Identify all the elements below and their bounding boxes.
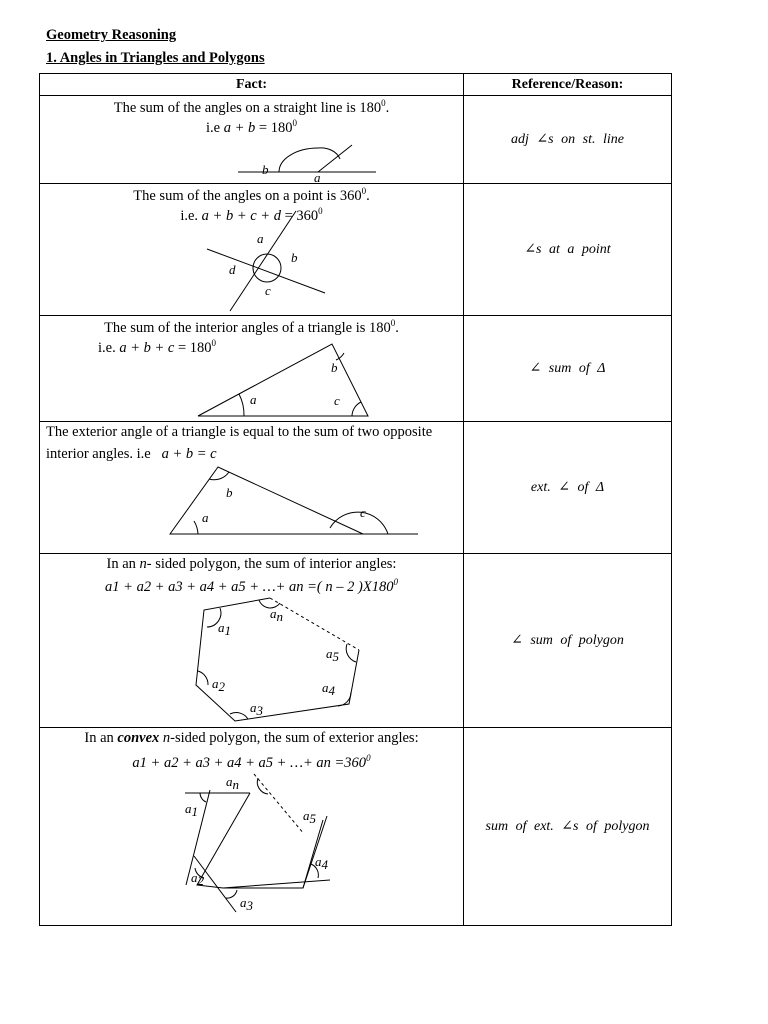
fact-cell [40, 184, 464, 316]
fact-column-header: Fact: [40, 74, 464, 96]
label-c: c [265, 283, 271, 298]
straight-line-diagram [40, 96, 464, 184]
fact-prefix: In an [84, 730, 118, 746]
equation-expression: a + b + c + d [201, 207, 281, 224]
label-c: c [334, 393, 340, 408]
convex-word: convex [117, 730, 160, 746]
side-bottom [223, 880, 330, 888]
ext-arc-3 [226, 890, 237, 898]
angle-arc-3 [230, 713, 248, 719]
fact-suffix: -sided polygon, the sum of exterior angles: [170, 730, 419, 746]
degree-mark: 0 [366, 753, 371, 763]
facts-table [39, 73, 672, 926]
fact-text: The sum of the angles on a point is $360^0$. [133, 186, 370, 204]
ext-arc-1 [200, 793, 206, 802]
label-a2: a2 [191, 870, 204, 888]
degree-mark: 0 [393, 577, 398, 587]
fact-prefix: In an [106, 556, 140, 572]
label-an: an [226, 774, 239, 792]
label-a1: a1 [185, 801, 198, 819]
equation-suffix: = 180 [174, 339, 212, 356]
dashed-edge [270, 598, 359, 650]
reason-cell: ∠ sum of polygon [464, 554, 672, 728]
triangle [170, 467, 363, 534]
fact-text: The sum of the angles on a straight line is $180^0$. [113, 98, 390, 116]
reason-cell: ext. ∠ of Δ [464, 422, 672, 554]
label-a: a [250, 392, 257, 407]
section-title: 1. Angles in Triangles and Polygons [46, 50, 265, 66]
degree-mark: 0 [318, 206, 323, 216]
n-symbol: n [159, 730, 171, 746]
label-a2: a2 [212, 676, 225, 694]
exterior-angle-diagram [40, 422, 464, 554]
degree-mark: 0 [390, 318, 396, 328]
label-a1: a1 [218, 620, 231, 638]
fact-line: The sum of the interior angles of a triangle is 180 [104, 319, 391, 336]
equation-suffix: = 180 [255, 119, 293, 136]
angle-arc-a [239, 394, 244, 416]
table-row [40, 422, 672, 554]
label-d: d [229, 262, 236, 277]
page-title: Geometry Reasoning [46, 27, 177, 43]
angle-arc-b [279, 148, 318, 172]
table-row [40, 316, 672, 422]
reason-cell: adj ∠s on st. line [464, 96, 672, 184]
polygon-interior-diagram [40, 554, 464, 728]
triangle-diagram [40, 316, 464, 422]
side-4 [303, 816, 327, 888]
fact-line: The sum of the angles on a straight line is 180 [113, 99, 382, 116]
angle-arc-5 [346, 644, 356, 662]
fact-line: The exterior angle of a triangle is equal to the sum of two opposite [46, 424, 433, 440]
label-a3: a3 [250, 700, 263, 718]
formula-text: a1 + a2 + a3 + a4 + a5 + …+ an =360 [132, 754, 367, 771]
label-a: a [202, 510, 209, 525]
angle-arc-a [194, 521, 198, 534]
fact-suffix: - sided polygon, the sum of interior angles: [146, 556, 397, 572]
degree-mark: 0 [361, 186, 367, 196]
degree-mark: 0 [292, 118, 297, 128]
angle-arc-2 [198, 671, 208, 685]
fact-cell [40, 316, 464, 422]
fact-cell [40, 728, 464, 926]
point-angles-diagram [40, 184, 464, 316]
label-b: b [331, 360, 338, 375]
equation-prefix: i.e. [180, 207, 202, 224]
equation-prefix: interior angles. i.e [46, 446, 155, 462]
polygon-exterior-diagram [40, 728, 464, 926]
table-row [40, 96, 672, 184]
label-a4: a4 [315, 854, 328, 872]
n-symbol: n [139, 556, 147, 572]
label-an: an [270, 606, 283, 624]
label-a: a [314, 170, 321, 185]
label-b: b [291, 250, 298, 265]
label-a5: a5 [326, 646, 339, 664]
label-a5: a5 [303, 808, 316, 826]
degree-mark: 0 [381, 98, 386, 108]
label-a: a [257, 231, 264, 246]
equation-prefix: i.e [206, 119, 224, 136]
equation-expression: a + b + c [119, 339, 175, 356]
header-row [40, 74, 672, 96]
equation-expression: a + b = c [161, 446, 217, 462]
fact-line: The sum of the angles on a point is 360 [133, 187, 362, 204]
table-row [40, 728, 672, 926]
label-a4: a4 [322, 680, 335, 698]
dashed-edge [254, 774, 304, 834]
label-b: b [262, 162, 269, 177]
fact-cell [40, 554, 464, 728]
table-row [40, 554, 672, 728]
reason-column-header: Reference/Reason: [464, 74, 672, 96]
equation-suffix: = 360 [280, 207, 319, 224]
degree-mark: 0 [211, 338, 217, 348]
fact-text: The sum of the interior angles of a triangle is $180^0$. [104, 318, 399, 336]
fact-cell [40, 96, 464, 184]
label-b: b [226, 485, 233, 500]
table-row [40, 184, 672, 316]
equation-prefix: i.e. [98, 339, 120, 356]
equation-expression: a + b [223, 119, 256, 136]
fact-cell [40, 422, 464, 554]
label-a3: a3 [240, 895, 253, 913]
label-c: c [360, 505, 366, 520]
reason-cell: ∠ sum of Δ [464, 316, 672, 422]
reason-cell: sum of ext. ∠s of polygon [464, 728, 672, 926]
reason-cell: ∠s at a point [464, 184, 672, 316]
ray [318, 145, 352, 172]
angle-arc-c [352, 402, 361, 416]
formula-text: a1 + a2 + a3 + a4 + a5 + …+ an =( n – 2 )X180 [105, 578, 394, 595]
